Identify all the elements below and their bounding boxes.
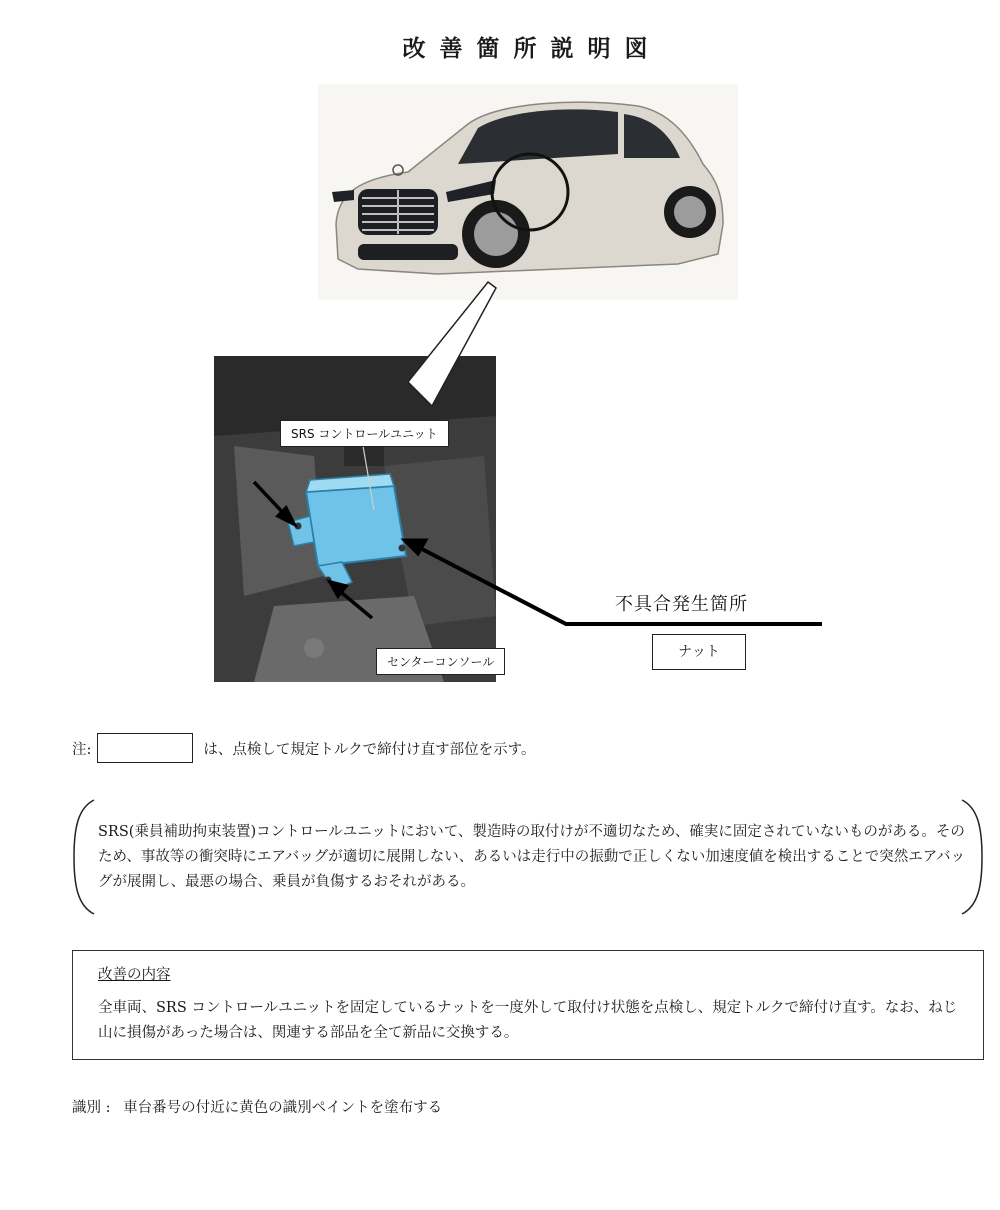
engine-bay-image: [214, 356, 496, 682]
car-illustration: [318, 84, 738, 300]
identification-label: 識別 :: [72, 1100, 111, 1116]
identification-text: 車台番号の付近に黄色の識別ペイントを塗布する: [123, 1100, 443, 1116]
car-image: [318, 84, 738, 300]
control-unit-illustration: [214, 356, 496, 682]
legend-box: [97, 733, 193, 763]
defect-location-label: 不具合発生箇所: [615, 594, 748, 615]
note-line: [72, 733, 535, 763]
center-console-label: センターコンソール: [376, 648, 505, 675]
improvement-text: 全車両、SRS コントロールユニットを固定しているナットを一度外して取付け状態を点検し、規定トルクで締付け直す。なお、ねじ山に損傷があった場合は、関連する部品を全て新品に交換する。: [98, 1000, 958, 1041]
srs-unit-label: SRS コントロールユニット: [280, 420, 449, 447]
note-prefix: 注:: [72, 741, 92, 758]
defect-description: SRS(乗員補助拘束装置)コントロールユニットにおいて、製造時の取付けが不適切なため、確実に固定されていないものがある。そのため、事故等の衝突時にエアバッグが適切に展開しない、あるいは走行中の振動で正しくない加速度値を検出することで突然エアバッグが展開し、最悪の場合、乗員が負傷するおそれがある。: [98, 824, 966, 890]
note-text: は、点検して規定トルクで締付け直す部位を示す。: [203, 741, 536, 758]
page-title: 改善箇所説明図: [402, 36, 662, 62]
nut-label-box: ナット: [652, 634, 746, 670]
identification-line: [72, 1096, 442, 1117]
improvement-heading: 改善の内容: [98, 967, 171, 983]
